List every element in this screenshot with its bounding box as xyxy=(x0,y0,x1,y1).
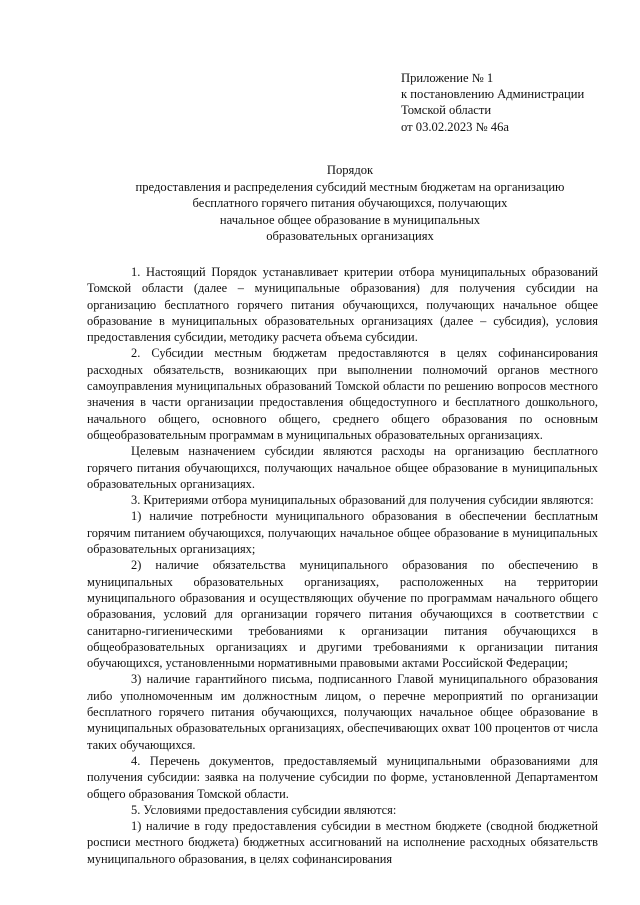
title-line: бесплатного горячего питания обучающихся, получающих xyxy=(192,196,508,211)
paragraph: 1. Настоящий Порядок устанавливает критерии отбора муниципальных образований Томской области (далее – муниципальные образования) для получения субсидии на организацию бесплатного горячего питания обучающихся, получающих начальное общее образование в муниципальных образовательных организациях (далее – субсидия), условия предоставления субсидии, методику расчета объема субсидии. xyxy=(87,265,598,345)
paragraph: 2. Субсидии местным бюджетам предоставляются в целях софинансирования расходных обязательств, возникающих при выполнении полномочий органов местного самоуправления муниципальных образований Томской области по решению вопросов местного значения в части организации предоставления общедоступного и бесплатного дошкольного, начального общего, основного общего, среднего общего образования по основным общеобразовательным программам в муниципальных образовательных организациях. xyxy=(87,346,598,442)
title-line: предоставления и распределения субсидий местным бюджетам на организацию xyxy=(135,179,565,194)
appendix-line: от 03.02.2023 № 46а xyxy=(401,119,509,134)
appendix-line: к постановлению Администрации xyxy=(401,87,585,102)
title-line: начальное общее образование в муниципальных xyxy=(219,212,481,227)
title-line: Порядок xyxy=(326,163,374,177)
paragraph: 5. Условиями предоставления субсидии являются: xyxy=(131,802,397,817)
document-title xyxy=(100,162,600,245)
paragraph: 1) наличие в году предоставления субсидии в местном бюджете (сводной бюджетной росписи местного бюджета) бюджетных ассигнований на исполнение расходных обязательств муниципального образования, в целях софинансирования xyxy=(87,819,598,866)
paragraph: 2) наличие обязательства муниципального образования по обеспечению в муниципальных образовательных организациях, расположенных на территории муниципального образования и осуществляющих обучение по программам начального общего образования, условий для организации горячего питания обучающихся в соответствии с санитарно-гигиеническими требованиями к организации питания обучающихся в общеобразовательных организациях и другими требованиями к организации питания обучающихся, установленными нормативными правовыми актами Российской Федерации; xyxy=(87,558,598,671)
document-body xyxy=(87,264,598,867)
title-line: образовательных организациях xyxy=(266,229,434,244)
paragraph: 3) наличие гарантийного письма, подписанного Главой муниципального образования либо уполномоченным им должностным лицом, о перечне мероприятий по организации бесплатного горячего питания обучающихся, получающих начальное общее образование в муниципальных образовательных организациях, обеспечивающих охват 100 процентов от числа таких обучающихся. xyxy=(87,672,598,752)
appendix-line: Томской области xyxy=(401,103,492,118)
paragraph: 4. Перечень документов, предоставляемый муниципальными образованиями для получения субсидии: заявка на получение субсидии по форме, установленной Департаментом общего образования Томской области. xyxy=(87,753,598,801)
paragraph: 3. Критериями отбора муниципальных образований для получения субсидии являются: xyxy=(131,493,594,508)
appendix-line: Приложение № 1 xyxy=(401,71,494,85)
appendix-header xyxy=(401,70,631,135)
paragraph: Целевым назначением субсидии являются расходы на организацию бесплатного горячего питания обучающихся, получающих начальное общее образование в муниципальных образовательных организациях. xyxy=(87,444,598,491)
paragraph: 1) наличие потребности муниципального образования в обеспечении бесплатным горячим питанием обучающихся, получающих начальное общее образование в муниципальных образовательных организациях; xyxy=(87,509,598,557)
